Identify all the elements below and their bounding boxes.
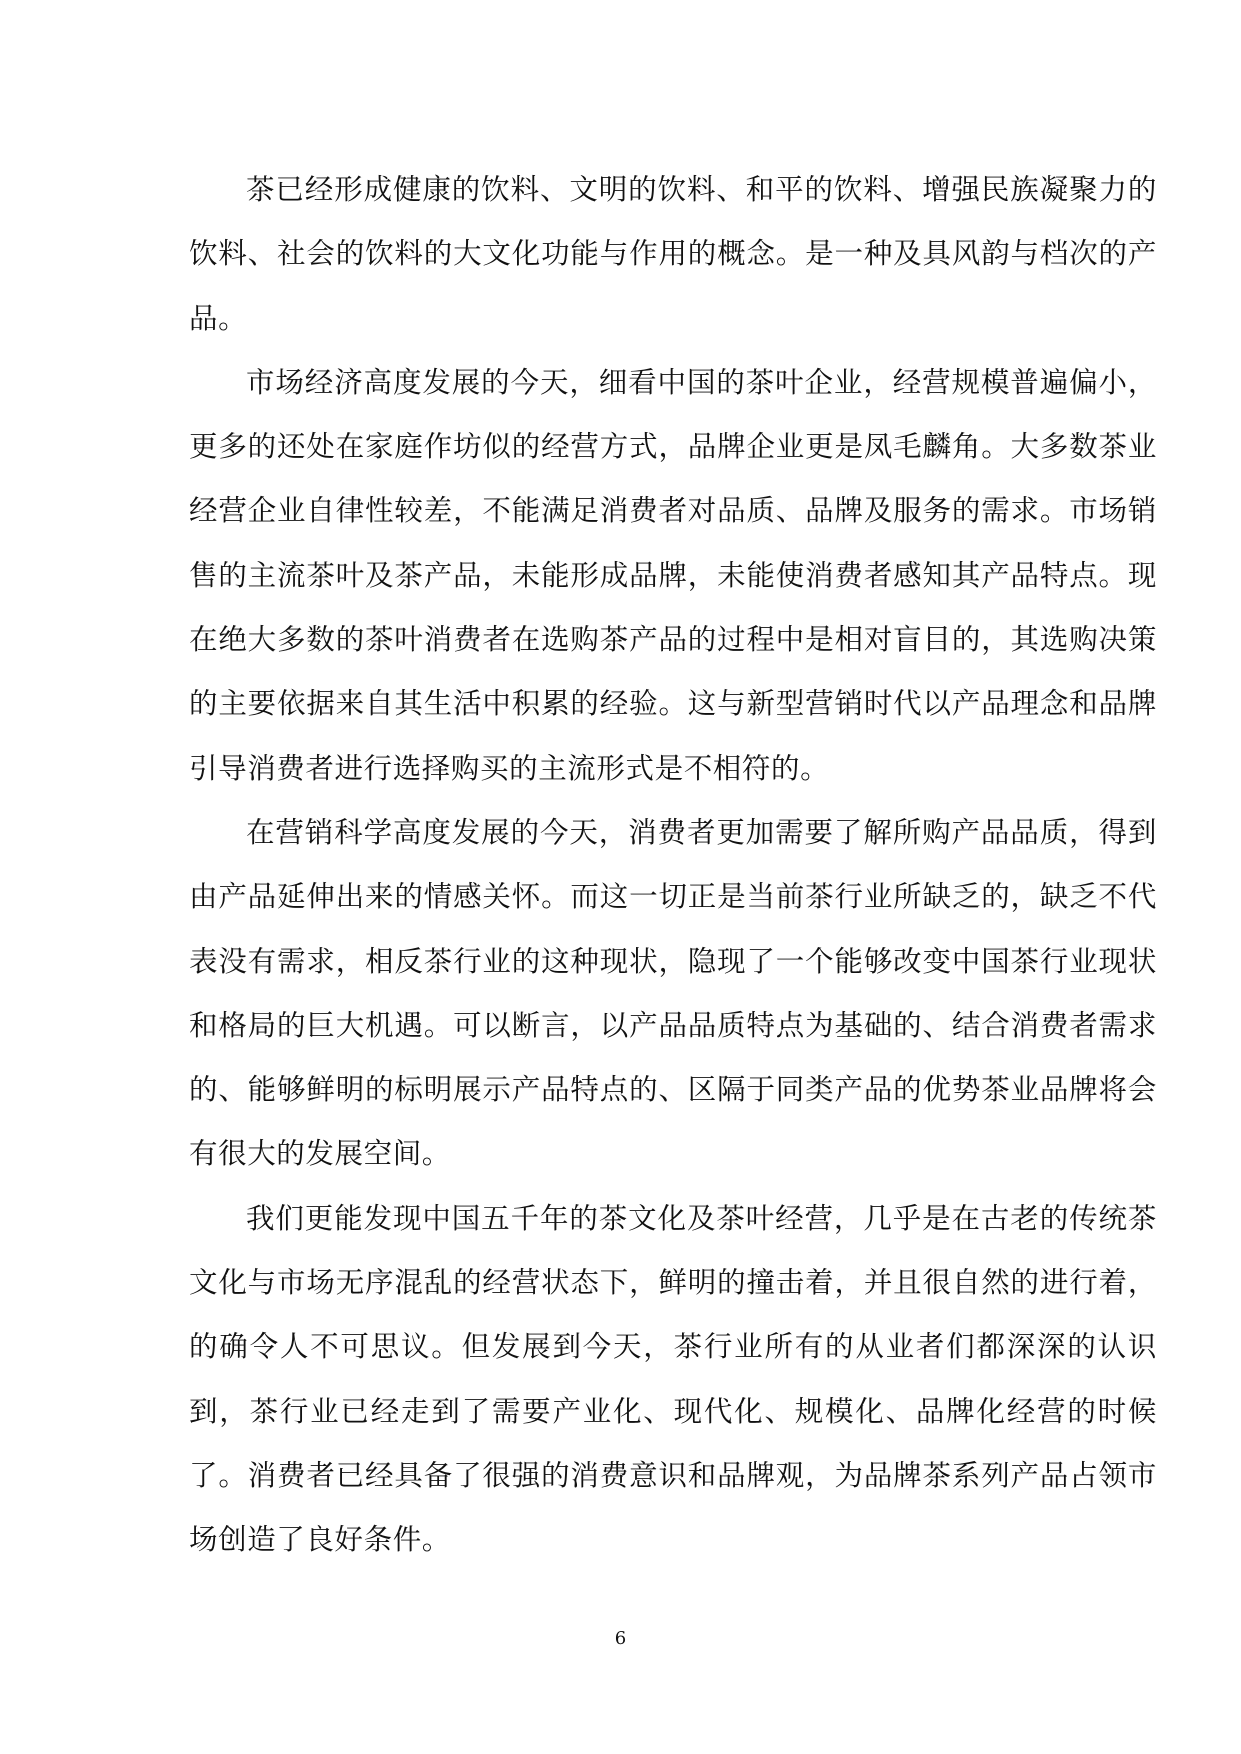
paragraph: 在营销科学高度发展的今天，消费者更加需要了解所购产品品质，得到由产品延伸出来的情感关怀。而这一切正是当前茶行业所缺乏的，缺乏不代表没有需求，相反茶行业的这种现状，隐现了一个能够改变中国茶行业现状和格局的巨大机遇。可以断言，以产品品质特点为基础的、结合消费者需求的、能够鲜明的标明展示产品特点的、区隔于同类产品的优势茶业品牌将会有很大的发展空间。 (189, 815, 1157, 1171)
paragraph: 茶已经形成健康的饮料、文明的饮料、和平的饮料、增强民族凝聚力的饮料、社会的饮料的大文化功能与作用的概念。是一种及具风韵与档次的产品。 (189, 173, 1157, 335)
paragraph: 我们更能发现中国五千年的茶文化及茶叶经营，几乎是在古老的传统茶文化与市场无序混乱的经营状态下，鲜明的撞击着，并且很自然的进行着，的确令人不可思议。但发展到今天，茶行业所有的从业者们都深深的认识到，茶行业已经走到了需要产业化、现代化、规模化、品牌化经营的时候了。消费者已经具备了很强的消费意识和品牌观，为品牌茶系列产品占领市场创造了良好条件。 (189, 1201, 1157, 1557)
body-text (189, 158, 1157, 1573)
paragraph: 市场经济高度发展的今天，细看中国的茶叶企业，经营规模普遍偏小，更多的还处在家庭作坊似的经营方式，品牌企业更是凤毛麟角。大多数茶业经营企业自律性较差，不能满足消费者对品质、品牌及服务的需求。市场销售的主流茶叶及茶产品，未能形成品牌，未能使消费者感知其产品特点。现在绝大多数的茶叶消费者在选购茶产品的过程中是相对盲目的，其选购决策的主要依据来自其生活中积累的经验。这与新型营销时代以产品理念和品牌引导消费者进行选择购买的主流形式是不相符的。 (189, 365, 1157, 785)
page-number: 6 (614, 1628, 627, 1649)
